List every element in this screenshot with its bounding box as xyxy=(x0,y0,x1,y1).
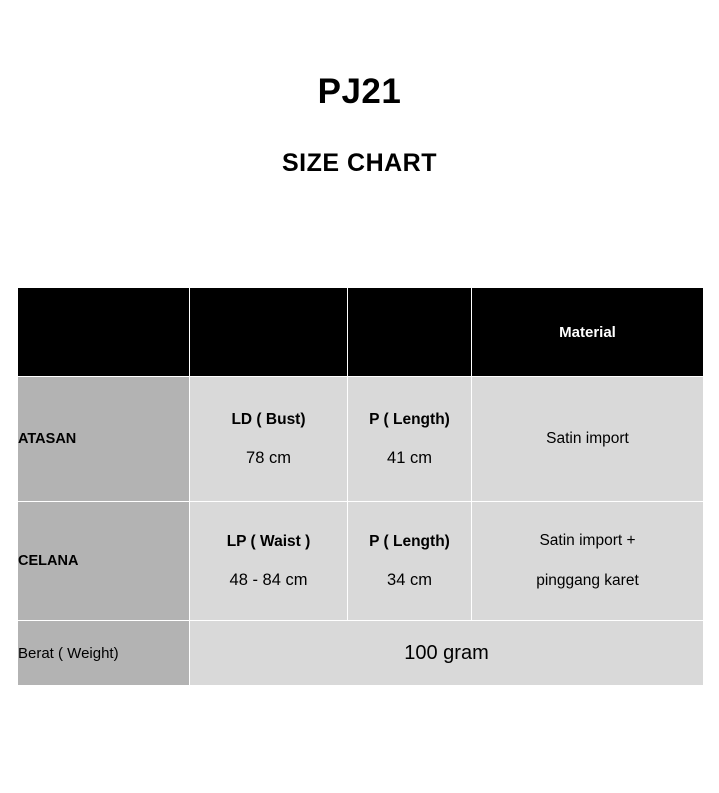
material-text-line2: pinggang karet xyxy=(536,572,639,589)
measure-name: LD ( Bust) xyxy=(231,410,306,428)
measure-name: P ( Length) xyxy=(369,532,450,550)
cell-celana-length xyxy=(348,502,472,621)
row-label-atasan: ATASAN xyxy=(18,377,190,502)
size-chart-container xyxy=(17,287,703,686)
material-text: Satin import xyxy=(546,430,629,447)
page-title: PJ21 xyxy=(317,72,402,111)
measure-value: 78 cm xyxy=(246,448,291,467)
measure-name: LP ( Waist ) xyxy=(226,532,311,550)
header-cell-blank-1 xyxy=(18,288,190,377)
measure-value: 41 cm xyxy=(387,448,432,467)
table-row xyxy=(18,377,704,502)
cell-atasan-length xyxy=(348,377,472,502)
header-cell-blank-3 xyxy=(348,288,472,377)
cell-celana-waist xyxy=(190,502,348,621)
measure-value: 48 - 84 cm xyxy=(229,570,308,589)
header-cell-blank-2 xyxy=(190,288,348,377)
cell-celana-material xyxy=(472,502,704,621)
size-chart-table xyxy=(17,287,704,686)
row-label-weight: Berat ( Weight) xyxy=(18,621,190,686)
page-subtitle: SIZE CHART xyxy=(282,149,437,177)
row-label-celana: CELANA xyxy=(18,502,190,621)
measure-value: 34 cm xyxy=(387,570,432,589)
header-cell-material: Material xyxy=(472,288,704,377)
cell-weight-value: 100 gram xyxy=(190,621,704,686)
table-row-weight xyxy=(18,621,704,686)
cell-atasan-bust xyxy=(190,377,348,502)
cell-atasan-material xyxy=(472,377,704,502)
measure-name: P ( Length) xyxy=(369,410,450,428)
size-chart-page xyxy=(0,74,719,793)
table-header-row xyxy=(18,288,704,377)
table-row xyxy=(18,502,704,621)
material-text-line1: Satin import + xyxy=(539,532,636,549)
